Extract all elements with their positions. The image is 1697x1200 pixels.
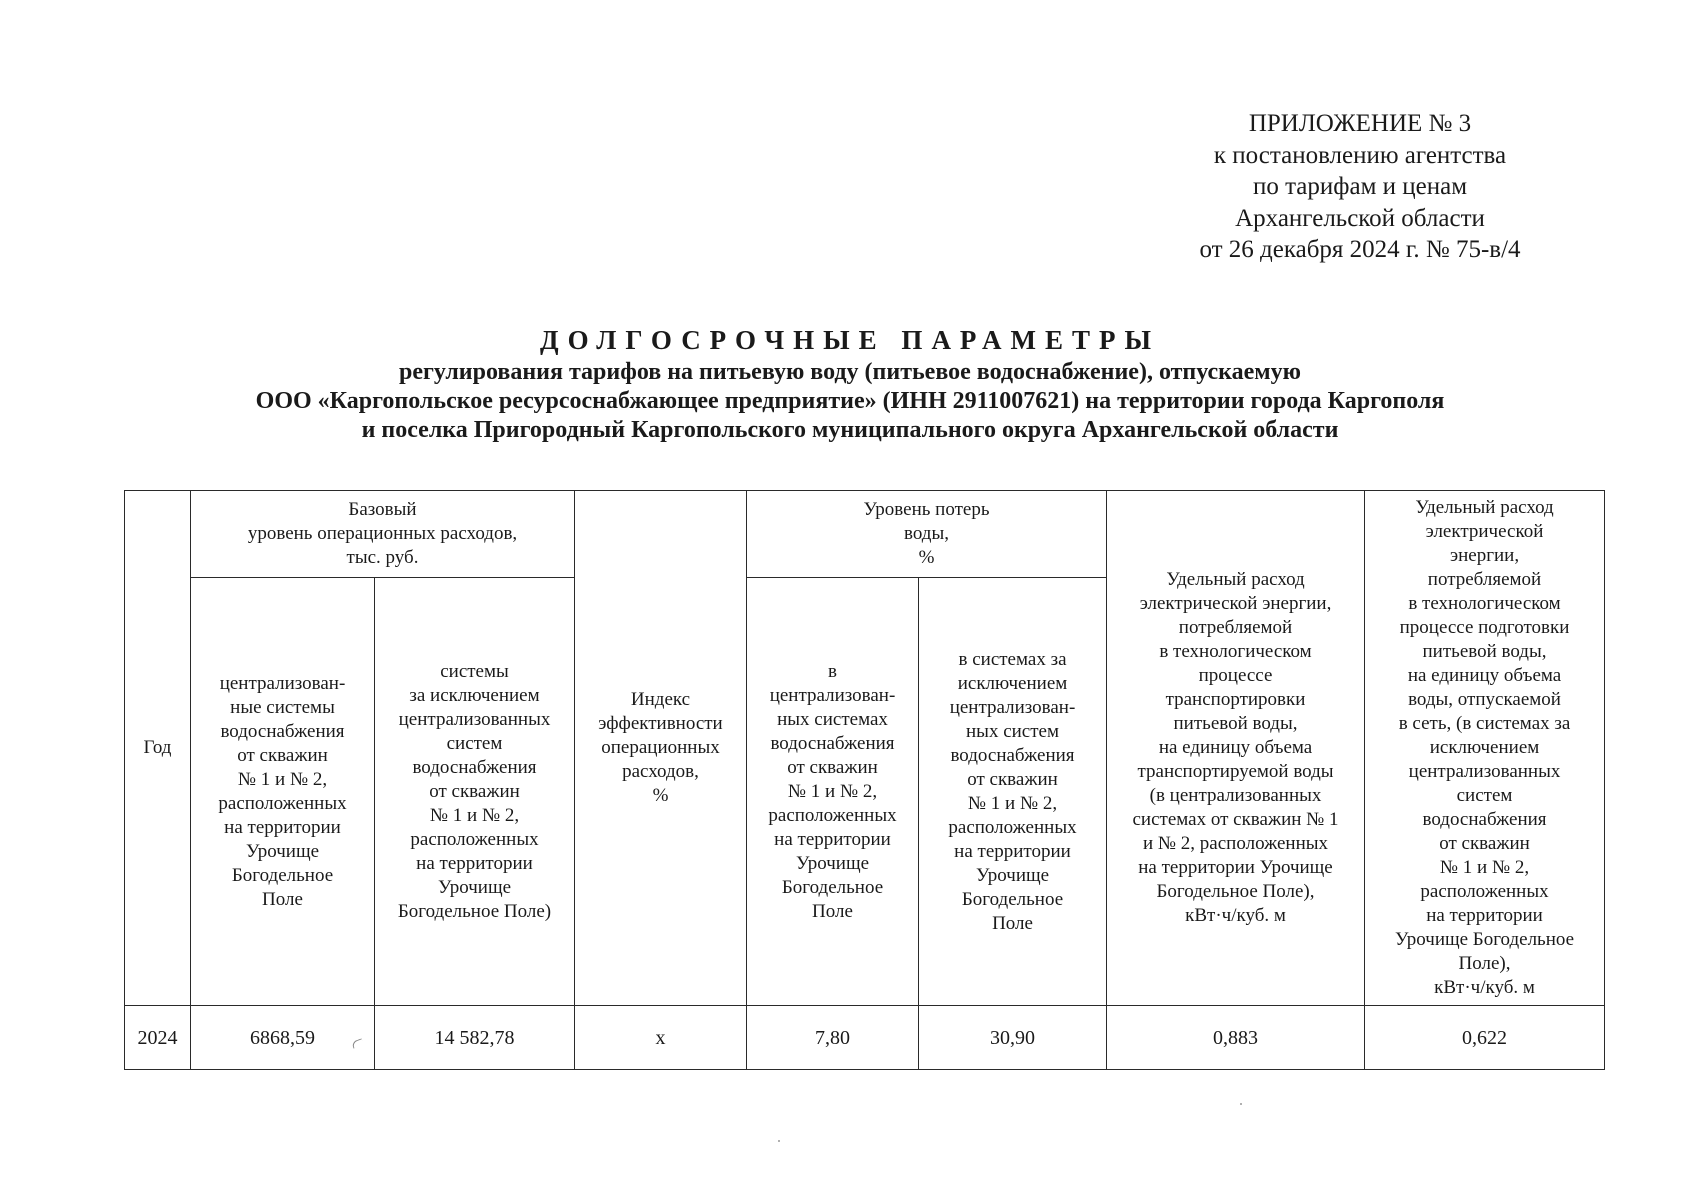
appendix-region-line: Архангельской области bbox=[1235, 204, 1485, 232]
parameters-table bbox=[124, 490, 1605, 1070]
document-title bbox=[120, 322, 1580, 445]
cell-year: 2024 bbox=[125, 1006, 191, 1070]
appendix-reference-line: к постановлению агентства bbox=[1213, 141, 1507, 169]
header-base-opex-other: системы за исключением централизованных систем водоснабжения от скважин № 1 и № 2, расположенных на территории Урочище Богодельное Поле) bbox=[375, 578, 575, 1006]
title-main: ДОЛГОСРОЧНЫЕ ПАРАМЕТРЫ bbox=[540, 325, 1160, 355]
appendix-number: ПРИЛОЖЕНИЕ № 3 bbox=[1248, 110, 1472, 137]
header-energy-preparation: Удельный расход электрической энергии, потребляемой в технологическом процессе подготовки питьевой воды, на единицу объема воды, отпускаемой в сеть, (в системах за исключением централизованных систем водоснабжения от скважин № 1 и № 2, расположенных на территории Урочище Богодельное Поле), кВт·ч/куб. м bbox=[1365, 491, 1605, 1006]
scan-speck bbox=[1240, 1103, 1242, 1105]
cell-efficiency-index: х bbox=[575, 1006, 747, 1070]
scan-speck bbox=[778, 1140, 780, 1142]
header-water-loss-centralized: в централизован- ных системах водоснабжения от скважин № 1 и № 2, расположенных на территории Урочище Богодельное Поле bbox=[747, 578, 919, 1006]
header-year: Год bbox=[125, 491, 191, 1006]
header-water-loss: Уровень потерь воды, % bbox=[747, 491, 1107, 578]
table-row bbox=[125, 1006, 1605, 1070]
appendix-heading bbox=[1080, 108, 1640, 266]
cell-water-loss-centralized: 7,80 bbox=[747, 1006, 919, 1070]
appendix-agency-line: по тарифам и ценам bbox=[1252, 173, 1468, 200]
header-energy-transport: Удельный расход электрической энергии, потребляемой в технологическом процессе транспортировки питьевой воды, на единицу объема транспортируемой воды (в централизованных системах от скважин № 1 и № 2, расположенных на территории Урочище Богодельное Поле), кВт·ч/куб. м bbox=[1107, 491, 1365, 1006]
title-line-3: и поселка Пригородный Каргопольского муниципального округа Архангельской области bbox=[361, 417, 1339, 443]
cell-energy-transport: 0,883 bbox=[1107, 1006, 1365, 1070]
appendix-date-line: от 26 декабря 2024 г. № 75-в/4 bbox=[1199, 236, 1521, 263]
cell-water-loss-other: 30,90 bbox=[919, 1006, 1107, 1070]
header-base-opex: Базовый уровень операционных расходов, тыс. руб. bbox=[191, 491, 575, 578]
title-line-1: регулирования тарифов на питьевую воду (питьевое водоснабжение), отпускаемую bbox=[399, 359, 1301, 385]
header-water-loss-other: в системах за исключением централизован- ных систем водоснабжения от скважин № 1 и № 2, расположенных на территории Урочище Богодельное Поле bbox=[919, 578, 1107, 1006]
cell-energy-preparation: 0,622 bbox=[1365, 1006, 1605, 1070]
cell-base-opex-centralized: 6868,59 bbox=[191, 1006, 375, 1070]
cell-base-opex-other: 14 582,78 bbox=[375, 1006, 575, 1070]
header-efficiency-index: Индекс эффективности операционных расходов, % bbox=[575, 491, 747, 1006]
header-base-opex-centralized: централизован- ные системы водоснабжения от скважин № 1 и № 2, расположенных на территории Урочище Богодельное Поле bbox=[191, 578, 375, 1006]
title-line-2: ООО «Каргопольское ресурсоснабжающее предприятие» (ИНН 2911007621) на территории города Каргополя bbox=[255, 388, 1445, 414]
